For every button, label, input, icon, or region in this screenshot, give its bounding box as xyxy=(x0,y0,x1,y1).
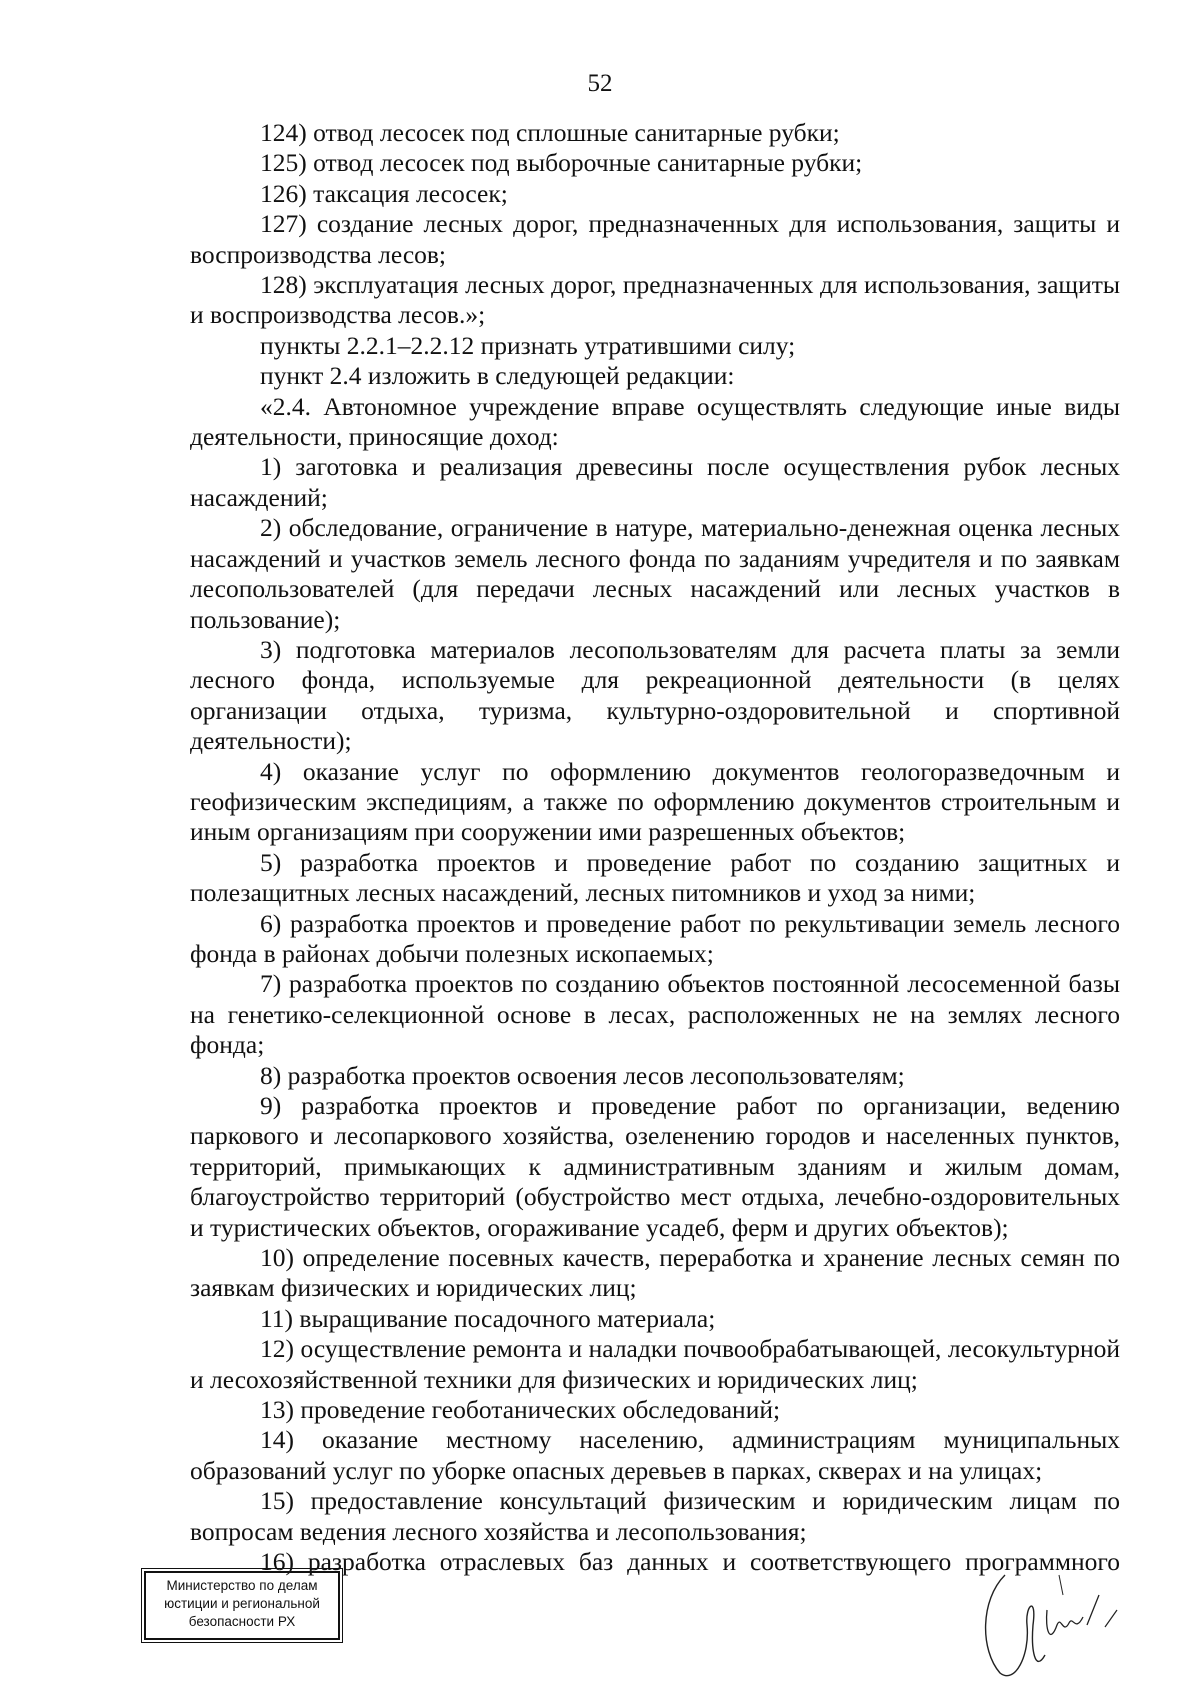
list-item-2: 2) обследование, ограничение в натуре, материально-денежная оценка лесных насаждений и участков земель лесного фонда по заданиям учредителя и по заявкам лесопользователей (для передачи лесных насаждений или лесных участков в пользование); xyxy=(190,513,1120,634)
paragraph-124: 124) отвод лесосек под сплошные санитарные рубки; xyxy=(260,118,840,147)
paragraph-126: 126) таксация лесосек; xyxy=(260,178,508,208)
list-item-16: 16) разработка отраслевых баз данных и соответствующего программного xyxy=(260,1547,1120,1577)
list-item-12: 12) осуществление ремонта и наладки почвообрабатывающей, лесокультурной и лесохозяйственной техники для физических и юридических лиц; xyxy=(190,1334,1120,1394)
list-item-14: 14) оказание местному населению, администрациям муниципальных образований услуг по уборке опасных деревьев в парках, скверах и на улицах; xyxy=(190,1425,1120,1485)
list-item-13: 13) проведение геоботанических обследований; xyxy=(260,1395,781,1425)
list-item-9: 9) разработка проектов и проведение работ по организации, ведению паркового и лесопаркового хозяйства, озеленению городов и населенных пунктов, территорий, примыкающих к административным зданиям и жилым домам, благоустройство территорий (обустройство мест отдыха, лечебно-оздоровительных и туристических объектов, огораживание усадеб, ферм и других объектов); xyxy=(190,1091,1120,1242)
page-number: 52 xyxy=(587,70,613,97)
list-item-8: 8) разработка проектов освоения лесов лесопользователям; xyxy=(260,1060,905,1090)
stamp-line-2: юстиции и региональной xyxy=(164,1596,320,1611)
paragraph-125: 125) отвод лесосек под выборочные санитарные рубки; xyxy=(260,148,863,178)
stamp-line-1: Министерство по делам xyxy=(166,1578,318,1593)
paragraph-repeal: пункты 2.2.1–2.2.12 признать утратившими силу; xyxy=(260,330,796,360)
list-item-6: 6) разработка проектов и проведение работ по рекультивации земель лесного фонда в районах добычи полезных ископаемых; xyxy=(190,908,1120,968)
ministry-stamp xyxy=(144,1571,340,1640)
stamp-line-3: безопасности РХ xyxy=(188,1614,296,1629)
paragraph-128: 128) эксплуатация лесных дорог, предназначенных для использования, защиты и воспроизводства лесов.»; xyxy=(190,270,1120,330)
paragraph-127: 127) создание лесных дорог, предназначенных для использования, защиты и воспроизводства лесов; xyxy=(190,209,1120,269)
paragraph-2-4-intro: «2.4. Автономное учреждение вправе осуществлять следующие иные виды деятельности, приносящие доход: xyxy=(190,391,1120,452)
list-item-15: 15) предоставление консультаций физическим и юридическим лицам по вопросам ведения лесного хозяйства и лесопользования; xyxy=(190,1486,1120,1546)
list-item-10: 10) определение посевных качеств, переработка и хранение лесных семян по заявкам физических и юридических лиц; xyxy=(190,1243,1120,1303)
list-item-3: 3) подготовка материалов лесопользователям для расчета платы за земли лесного фонда, используемые для рекреационной деятельности (в целях организации отдыха, туризма, культурно-оздоровительной и спортивной деятельности); xyxy=(190,634,1120,756)
list-item-11: 11) выращивание посадочного материала; xyxy=(260,1303,716,1333)
document-body xyxy=(190,118,1120,1578)
paragraph-amend-2-4: пункт 2.4 изложить в следующей редакции: xyxy=(260,361,735,391)
signature-icon xyxy=(975,1555,1155,1685)
list-item-7: 7) разработка проектов по созданию объектов постоянной лесосеменной базы на генетико-селекционной основе в лесах, расположенных не на землях лесного фонда; xyxy=(190,969,1120,1060)
list-item-1: 1) заготовка и реализация древесины после осуществления рубок лесных насаждений; xyxy=(190,452,1120,512)
list-item-4: 4) оказание услуг по оформлению документов геологоразведочным и геофизическим экспедициям, а также по оформлению документов строительным и иным организациям при сооружении ими разрешенных объектов; xyxy=(190,756,1120,847)
list-item-5: 5) разработка проектов и проведение работ по созданию защитных и полезащитных лесных насаждений, лесных питомников и уход за ними; xyxy=(190,847,1120,908)
